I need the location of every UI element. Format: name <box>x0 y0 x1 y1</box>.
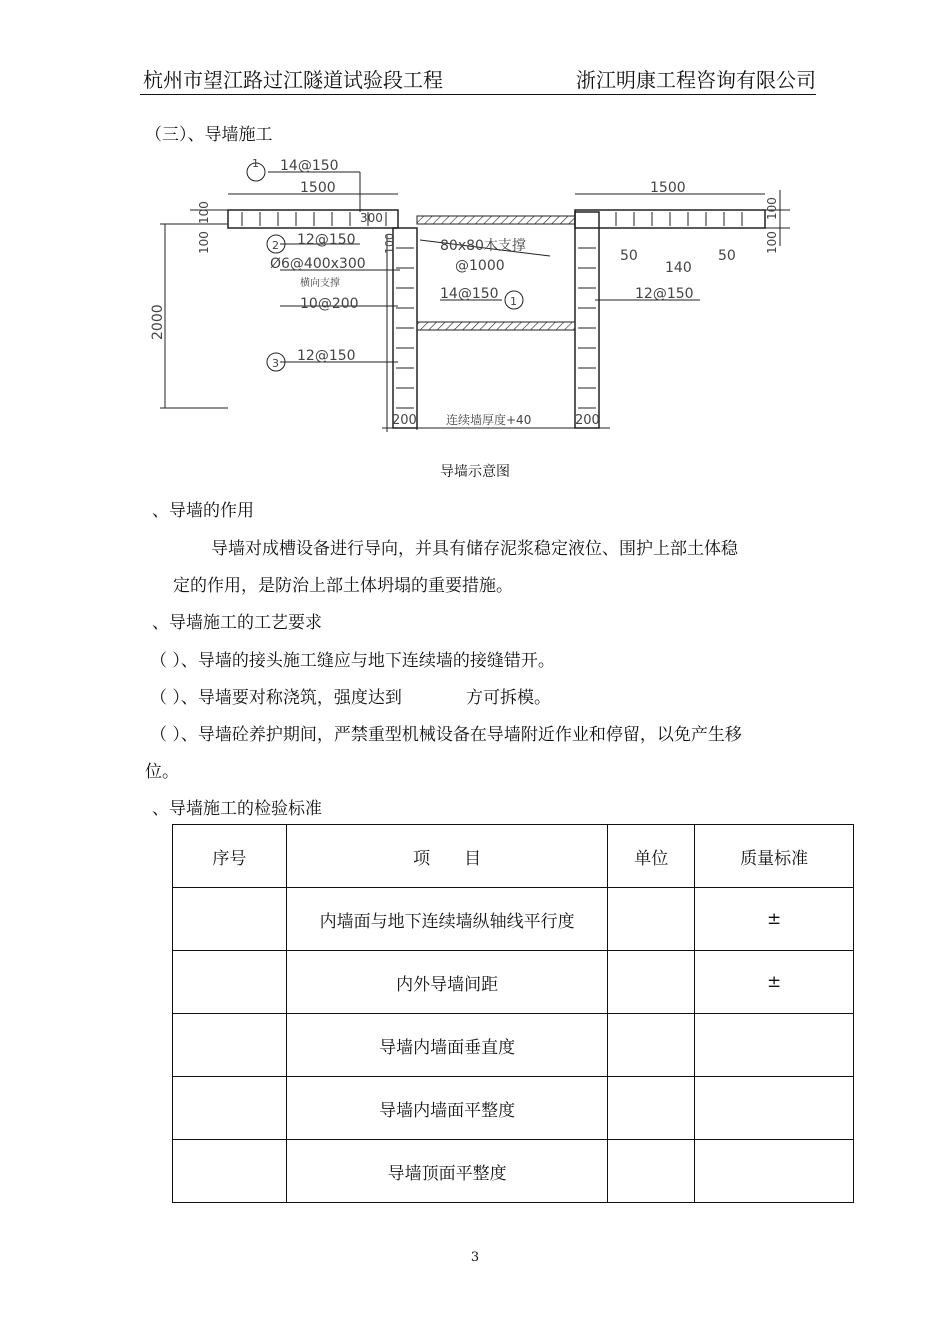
label-gap: 连续墙厚度+40 <box>446 413 532 427</box>
table-row <box>173 1077 854 1140</box>
label-rebar-3: 12@150 <box>297 348 356 364</box>
heading-requirements: 、导墙施工的工艺要求 <box>152 613 322 633</box>
row-item: 导墙内墙面垂直度 <box>286 1014 608 1077</box>
figure-caption: 导墙示意图 <box>440 464 510 480</box>
requirement-2b: 方可拆模。 <box>466 688 551 708</box>
label-stirrup: Ø6@400x300 <box>270 256 366 272</box>
label-dim-300: 300 <box>360 211 383 225</box>
row-standard <box>695 1077 854 1140</box>
guide-wall-diagram <box>150 150 800 440</box>
header-unit: 单位 <box>608 825 695 888</box>
label-rebar-12-right: 12@150 <box>635 286 694 302</box>
table-row <box>173 951 854 1014</box>
table-header-row <box>173 825 854 888</box>
label-wall-left: 200 <box>392 413 417 428</box>
section-title: （三）、导墙施工 <box>145 125 273 145</box>
label-rebar-2: 12@150 <box>297 232 356 248</box>
right-wall <box>575 212 599 428</box>
label-dim-100-b: 100 <box>197 231 211 254</box>
label-dim-100-a: 100 <box>197 201 211 224</box>
label-dim-100-c: 100 <box>383 233 396 254</box>
page-number: 3 <box>470 1250 480 1265</box>
label-strut: 80x80木支撑 <box>440 238 526 254</box>
row-item: 导墙顶面平整度 <box>286 1140 608 1203</box>
header-left-title: 杭州市望江路过江隧道试验段工程 <box>143 68 443 92</box>
table-row <box>173 1140 854 1203</box>
row-item: 内墙面与地下连续墙纵轴线平行度 <box>286 888 608 951</box>
label-strut-spacing: @1000 <box>455 258 505 274</box>
requirement-1: （ ）、导墙的接头施工缝应与地下连续墙的接缝错开。 <box>150 651 555 671</box>
label-dim-50-left: 50 <box>620 248 638 264</box>
inspection-standard-table <box>172 824 854 1203</box>
paragraph-function-line1: 导墙对成槽设备进行导向，并具有储存泥浆稳定液位、围护上部土体稳 <box>211 539 738 559</box>
label-top-rebar: 14@150 <box>280 158 339 174</box>
label-dim-100-e: 100 <box>765 231 779 254</box>
header-serial: 序号 <box>173 825 287 888</box>
header-rule <box>140 94 816 95</box>
label-dim-140: 140 <box>665 260 692 276</box>
table-row <box>173 1014 854 1077</box>
requirement-2a: （ ）、导墙要对称浇筑，强度达到 <box>150 688 402 708</box>
top-strut <box>417 216 575 224</box>
heading-function: 、导墙的作用 <box>152 501 254 521</box>
marker-1-mid-text: 1 <box>510 295 517 308</box>
label-rebar-14-mid: 14@150 <box>440 286 499 302</box>
row-standard: ± <box>695 951 854 1014</box>
header-standard: 质量标准 <box>695 825 854 888</box>
row-standard <box>695 1140 854 1203</box>
marker-1-text: 1 <box>252 157 259 170</box>
label-dim-100-d: 100 <box>765 197 779 220</box>
header-item: 项 目 <box>286 825 608 888</box>
paragraph-function-line2: 定的作用，是防治上部土体坍塌的重要措施。 <box>173 576 513 596</box>
row-item: 导墙内墙面平整度 <box>286 1077 608 1140</box>
row-standard: ± <box>695 888 854 951</box>
row-item: 内外导墙间距 <box>286 951 608 1014</box>
requirement-3-line1: （ ）、导墙砼养护期间，严禁重型机械设备在导墙附近作业和停留，以免产生移 <box>150 725 742 745</box>
label-rebar-10: 10@200 <box>300 296 359 312</box>
marker-2-text: 2 <box>272 239 279 252</box>
label-wall-right: 200 <box>575 413 600 428</box>
requirement-3-line2: 位。 <box>145 762 179 782</box>
table-row <box>173 888 854 951</box>
marker-3-text: 3 <box>272 357 279 370</box>
row-standard <box>695 1014 854 1077</box>
label-depth: 2000 <box>150 304 166 340</box>
heading-inspection: 、导墙施工的检验标准 <box>152 799 322 819</box>
label-width-left: 1500 <box>300 180 336 196</box>
label-width-right: 1500 <box>650 180 686 196</box>
middle-strut <box>417 322 575 330</box>
label-dim-50-right: 50 <box>718 248 736 264</box>
label-stirrup-note: 横向支撑 <box>300 278 340 289</box>
header-right-title: 浙江明康工程咨询有限公司 <box>576 68 816 92</box>
